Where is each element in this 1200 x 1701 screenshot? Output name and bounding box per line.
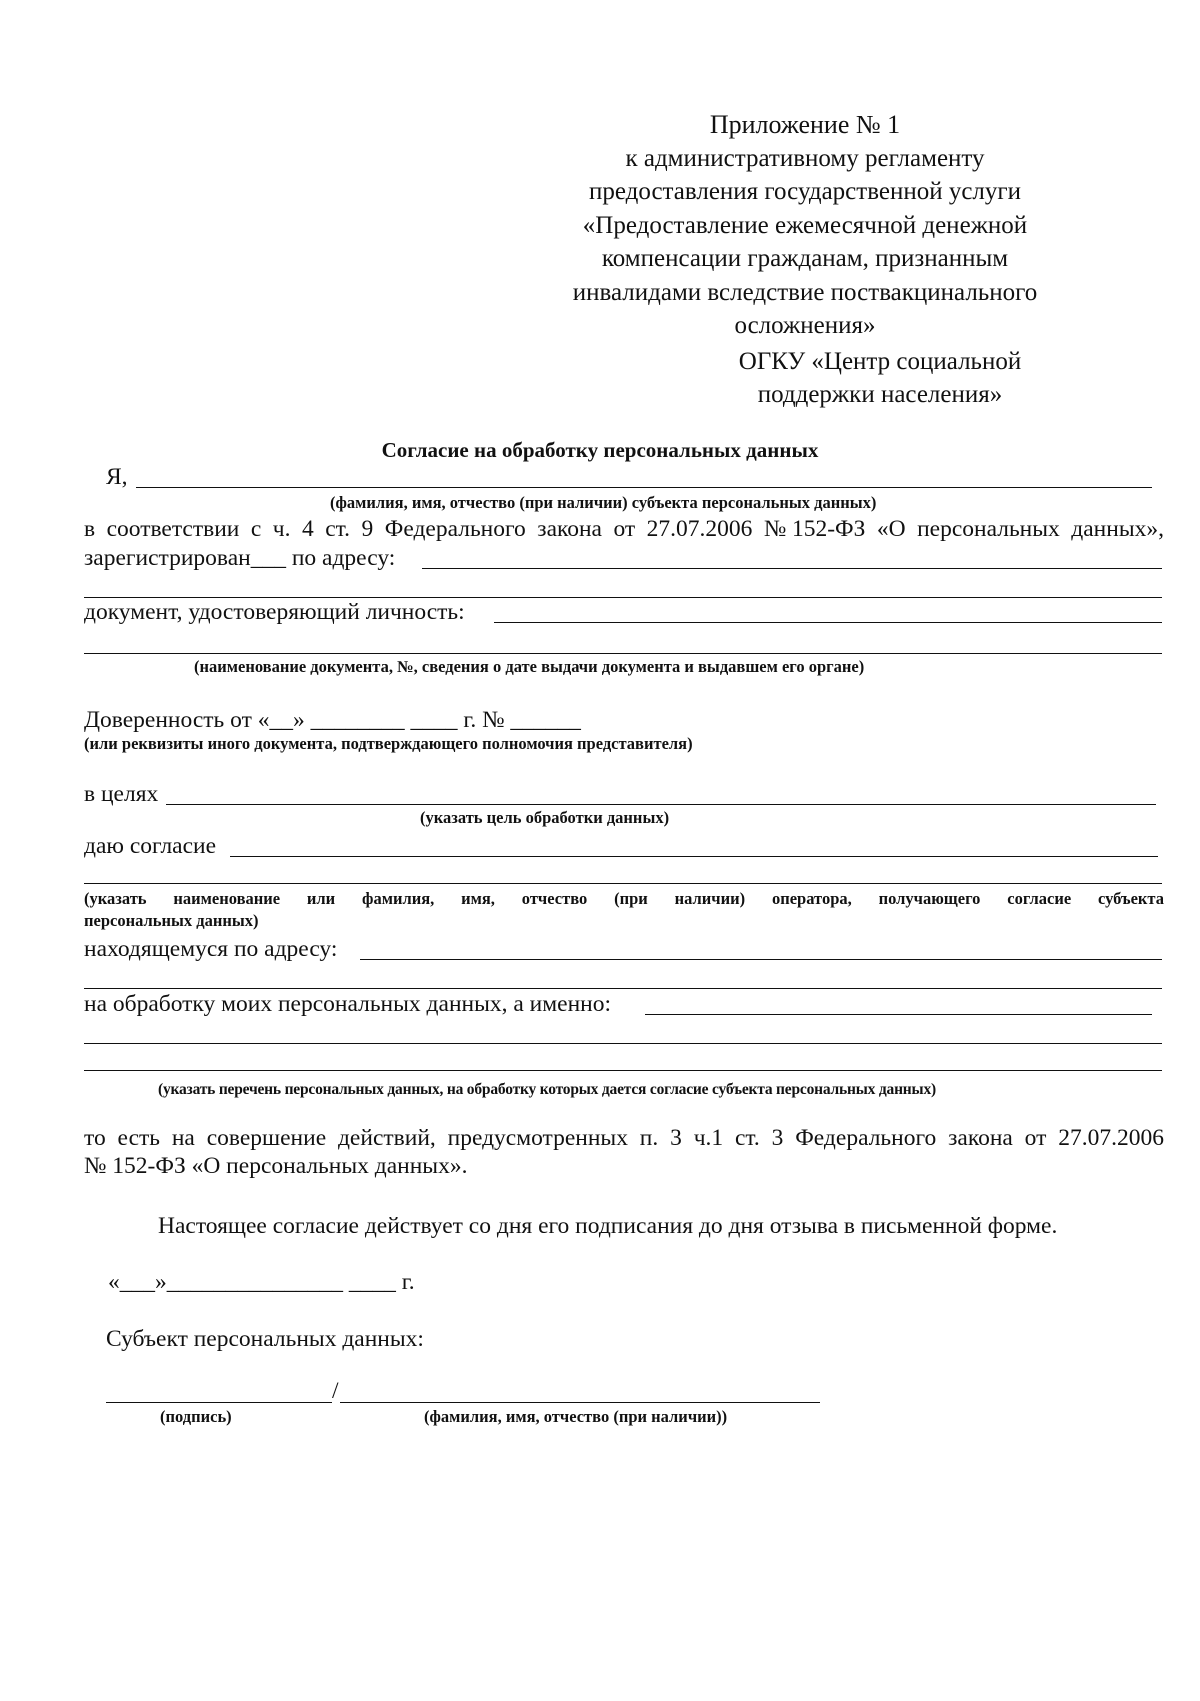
operator-hint-row xyxy=(84,889,1164,909)
proxy-hint: (или реквизиты иного документа, подтверждающего полномочия представителя) xyxy=(84,734,693,753)
signature-separator: / xyxy=(332,1378,339,1404)
operator-line[interactable] xyxy=(230,856,1158,857)
operator-line-2[interactable] xyxy=(84,883,1162,884)
law-reference-row xyxy=(84,515,1164,543)
date-line: «___»_______________ ____ г. xyxy=(108,1269,415,1295)
operator-hint-line: (указать наименование или фамилия, имя, отчество (при наличии) оператора, получающего согласие субъекта xyxy=(84,889,1164,908)
signature-line[interactable] xyxy=(106,1402,332,1403)
id-document-line[interactable] xyxy=(494,622,1162,623)
addressee-organization xyxy=(700,345,1060,411)
signature-hint: (подпись) xyxy=(160,1407,232,1426)
appendix-line: «Предоставление ежемесячной денежной xyxy=(582,211,1028,239)
full-name-line[interactable] xyxy=(340,1402,820,1403)
proxy-label: Доверенность от «__» ________ ____ г. № ______ xyxy=(84,707,581,733)
processing-line-3[interactable] xyxy=(84,1070,1162,1071)
processing-label: на обработку моих персональных данных, а именно: xyxy=(84,991,611,1017)
fio-hint: (фамилия, имя, отчество (при наличии) субъекта персональных данных) xyxy=(330,493,877,512)
registered-label: зарегистрирован___ по адресу: xyxy=(84,545,396,571)
actions-text: то есть на совершение действий, предусмотренных п. 3 ч.1 ст. 3 Федерального закона от 27.07.2006 xyxy=(84,1125,1164,1151)
id-document-hint: (наименование документа, №, сведения о дате выдачи документа и выдавшем его органе) xyxy=(194,657,865,676)
fio-field-line[interactable] xyxy=(136,487,1152,488)
operator-hint-line: персональных данных) xyxy=(84,911,259,930)
appendix-line: инвалидами вследствие поствакцинального xyxy=(572,278,1038,306)
purpose-hint: (указать цель обработки данных) xyxy=(420,808,670,827)
registered-address-line[interactable] xyxy=(422,568,1162,569)
appendix-line: к административному регламенту xyxy=(625,144,985,172)
id-document-line-2[interactable] xyxy=(84,653,1162,654)
full-name-hint: (фамилия, имя, отчество (при наличии)) xyxy=(424,1407,728,1426)
document-title: Согласие на обработку персональных данных xyxy=(381,438,819,462)
operator-address-label: находящемуся по адресу: xyxy=(84,936,338,962)
law-reference-text: в соответствии с ч. 4 ст. 9 Федерального закона от 27.07.2006 №152-ФЗ «О персональных данных», xyxy=(84,516,1164,542)
appendix-title: Приложение № 1 xyxy=(709,110,901,139)
org-line: ОГКУ «Центр социальной xyxy=(738,348,1022,375)
org-line: поддержки населения» xyxy=(757,381,1003,408)
i-label: Я, xyxy=(106,464,128,490)
subject-label: Субъект персональных данных: xyxy=(106,1326,424,1352)
processing-hint: (указать перечень персональных данных, на обработку которых дается согласие субъекта персональных данных) xyxy=(158,1081,936,1098)
processing-line[interactable] xyxy=(645,1014,1152,1015)
operator-address-line-2[interactable] xyxy=(84,988,1162,989)
validity-text: Настоящее согласие действует со дня его подписания до дня отзыва в письменной форме. xyxy=(158,1213,1058,1239)
appendix-line: осложнения» xyxy=(734,312,876,339)
operator-address-line[interactable] xyxy=(360,959,1162,960)
purpose-line[interactable] xyxy=(166,804,1156,805)
id-document-label: документ, удостоверяющий личность: xyxy=(84,599,465,625)
purpose-label: в целях xyxy=(84,781,159,807)
consent-label: даю согласие xyxy=(84,833,217,859)
appendix-line: предоставления государственной услуги xyxy=(588,178,1022,205)
appendix-line: компенсации гражданам, признанным xyxy=(601,245,1009,272)
appendix-header xyxy=(540,108,1070,343)
processing-line-2[interactable] xyxy=(84,1043,1162,1044)
actions-text-2: № 152-ФЗ «О персональных данных». xyxy=(84,1153,468,1179)
actions-row xyxy=(84,1124,1164,1152)
